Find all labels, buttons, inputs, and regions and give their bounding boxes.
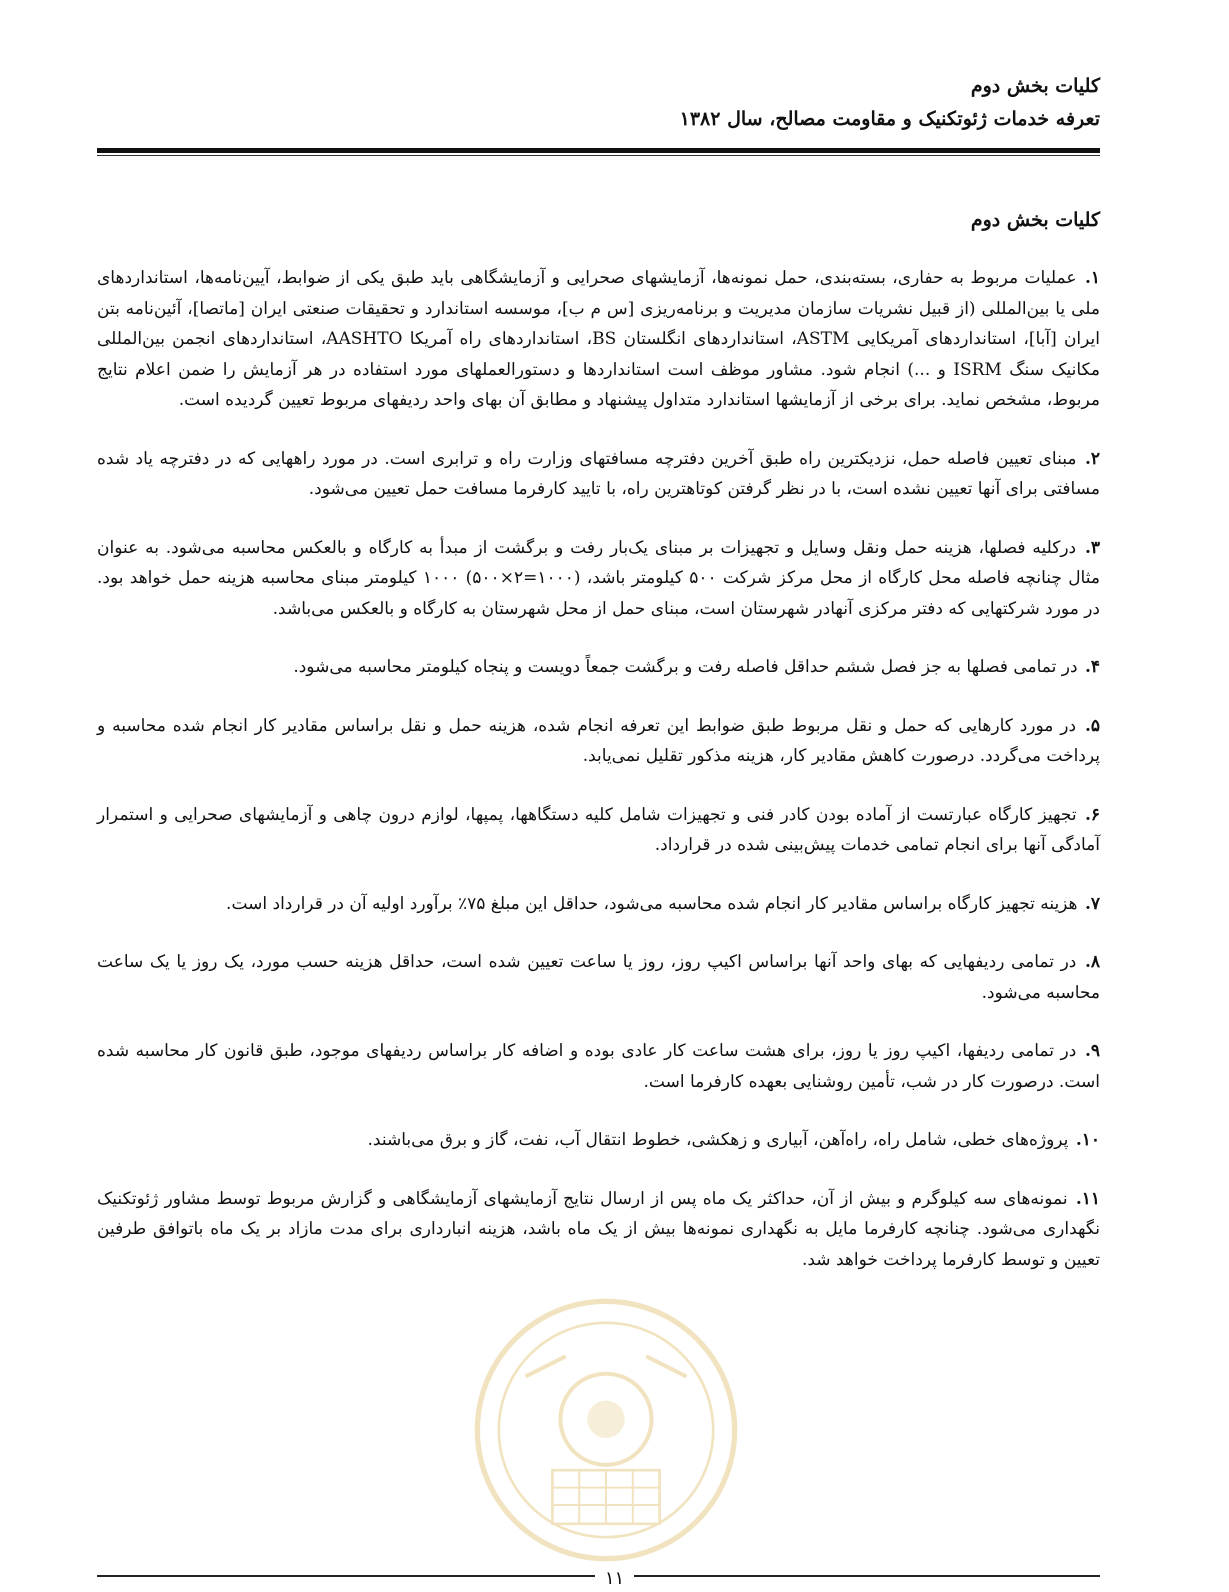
page-number [0, 1568, 1229, 1589]
paragraph-text: پروژه‌های خطی، شامل راه، راه‌آهن، آبیاری و زهکشی، خطوط انتقال آب، نفت، گاز و برق می‌باشند. [367, 1130, 1069, 1150]
paragraph-number: ۸. [1084, 952, 1100, 972]
watermark-seal-icon [472, 1296, 740, 1564]
paragraph-text: هزینه تجهیز کارگاه براساس مقادیر کار انجام شده محاسبه می‌شود، حداقل این مبلغ ۷۵٪ برآورد اولیه آن در قرارداد است. [226, 893, 1078, 914]
paragraph-3 [97, 533, 1100, 625]
paragraph-8 [97, 947, 1100, 1008]
paragraph-4 [97, 652, 1100, 683]
running-header [97, 70, 1100, 136]
paragraph-11 [97, 1184, 1100, 1276]
paragraph-text: در مورد کارهایی که حمل و نقل مربوط طبق ضوابط این تعرفه انجام شده، هزینه حمل و نقل براساس مقادیر کار انجام شده محاسبه و پرداخت می‌گردد. درصورت کاهش مقادیر کار، هزینه مذکور تقلیل نمی‌یابد. [97, 715, 1100, 766]
paragraph-2 [97, 444, 1100, 505]
document-page [97, 70, 1100, 1303]
paragraph-9 [97, 1036, 1100, 1097]
paragraph-10 [97, 1125, 1100, 1156]
paragraph-number: ۱. [1084, 268, 1101, 288]
paragraph-text: تجهیز کارگاه عبارتست از آماده بودن کادر فنی و تجهیزات شامل کلیه دستگاهها، پمپها، لوازم درون چاهی و آزمایشهای صحرایی و استمرار آمادگی آنها برای انجام تمامی خدمات پیش‌بینی شده در قرارداد. [97, 804, 1100, 855]
paragraph-number: ۹. [1084, 1041, 1100, 1061]
paragraph-number: ۱۱. [1075, 1188, 1101, 1209]
paragraph-6 [97, 800, 1100, 861]
header-rule [97, 148, 1100, 153]
paragraph-number: ۳. [1084, 537, 1100, 558]
paragraph-number: ۷. [1084, 893, 1100, 914]
page-number-text: ۱۱ [595, 1568, 634, 1589]
paragraph-text: در تمامی ردیفها، اکیپ روز یا روز، برای هشت ساعت کار عادی بوده و اضافه کار براساس ردیفهای موجود، طبق قانون کار محاسبه شده است. درصورت کار در شب، تأمین روشنایی بعهده کارفرما است. [97, 1041, 1100, 1092]
section-title: کلیات بخش دوم [970, 209, 1100, 231]
paragraph-text: عملیات مربوط به حفاری، بسته‌بندی، حمل نمونه‌ها، آزمایشهای صحرایی و آزمایشگاهی باید طبق یکی از ضوابط، آیین‌نامه‌ها، استانداردهای ملی یا بین‌المللی (از قبیل نشریات سازمان مدیریت و برنامه‌ریزی [س م ب]، موسسه استاندارد و تحقیقات صنعتی ایران [ماتصا]، آئین‌نامه بتن ایران [آبا]، استانداردهای آمریکایی ASTM، استانداردهای انگلستان BS، استانداردهای راه آمریکا AASHTO، استانداردهای انجمن بین‌المللی مکانیک سنگ ISRM و ...) انجام شود. مشاور موظف است استانداردها و دستورالعملهای مورد استفاده در هر آزمایش را ضمن اعلام نتایج مربوط، مشخص نماید. برای برخی از آزمایشها استاندارد متداول پیشنهاد و مطابق آن بهای واحد ردیفهای مربوط تعیین گردیده است. [97, 268, 1100, 410]
paragraph-1 [97, 263, 1100, 416]
paragraph-number: ۴. [1084, 657, 1100, 677]
paragraph-5 [97, 711, 1100, 772]
paragraph-number: ۵. [1084, 715, 1101, 736]
paragraph-number: ۱۰. [1075, 1130, 1100, 1150]
paragraph-text: در تمامی ردیفهایی که بهای واحد آنها براساس اکیپ روز، روز یا ساعت تعیین شده است، حداقل هزینه حسب مورد، یک روز یا یک ساعت محاسبه می‌شود. [97, 952, 1100, 1003]
header-subtitle: تعرفه خدمات ژئوتکنیک و مقاومت مصالح، سال ۱۳۸۲ [679, 108, 1100, 130]
paragraph-text: درکلیه فصلها، هزینه حمل ونقل وسایل و تجهیزات بر مبنای یک‌بار رفت و برگشت از مبدأ به کارگاه و بالعکس محاسبه می‌شود. به عنوان مثال چنانچه فاصله محل کارگاه از محل مرکز شرکت ۵۰۰ کیلومتر باشد، (۱۰۰۰=۲×۵۰۰) ۱۰۰۰ کیلومتر مبنای محاسبه هزینه حمل خواهد بود. در مورد شرکتهایی که دفتر مرکزی آنهادر شهرستان است، مبنای حمل از محل شهرستان به کارگاه و بالعکس می‌باشد. [97, 537, 1100, 619]
header-title: کلیات بخش دوم [970, 75, 1100, 97]
paragraph-text: در تمامی فصلها به جز فصل ششم حداقل فاصله رفت و برگشت جمعاً دویست و پنجاه کیلومتر محاسبه می‌شود. [293, 657, 1078, 677]
paragraph-number: ۶. [1084, 804, 1100, 825]
paragraph-text: نمونه‌های سه کیلوگرم و بیش از آن، حداکثر یک ماه پس از ارسال نتایج آزمایشهای آزمایشگاهی و گزارش مربوط توسط مشاور ژئوتکنیک نگهداری می‌شود. چنانچه کارفرما مایل به نگهداری نمونه‌ها بیش از یک ماه باشد، هزینه انبارداری برای مدت مازاد بر یک ماه باتوافق طرفین تعیین و توسط کارفرما پرداخت خواهد شد. [97, 1188, 1100, 1270]
paragraph-text: مبنای تعیین فاصله حمل، نزدیکترین راه طبق آخرین دفترچه مسافتهای وزارت راه و ترابری است. در مورد راههایی که در دفترچه یاد شده مسافتی برای آنها تعیین نشده است، با در نظر گرفتن کوتاهترین راه، با تایید کارفرما مسافت حمل تعیین می‌شود. [97, 448, 1100, 499]
paragraph-number: ۲. [1084, 448, 1100, 469]
paragraph-7 [97, 889, 1100, 920]
